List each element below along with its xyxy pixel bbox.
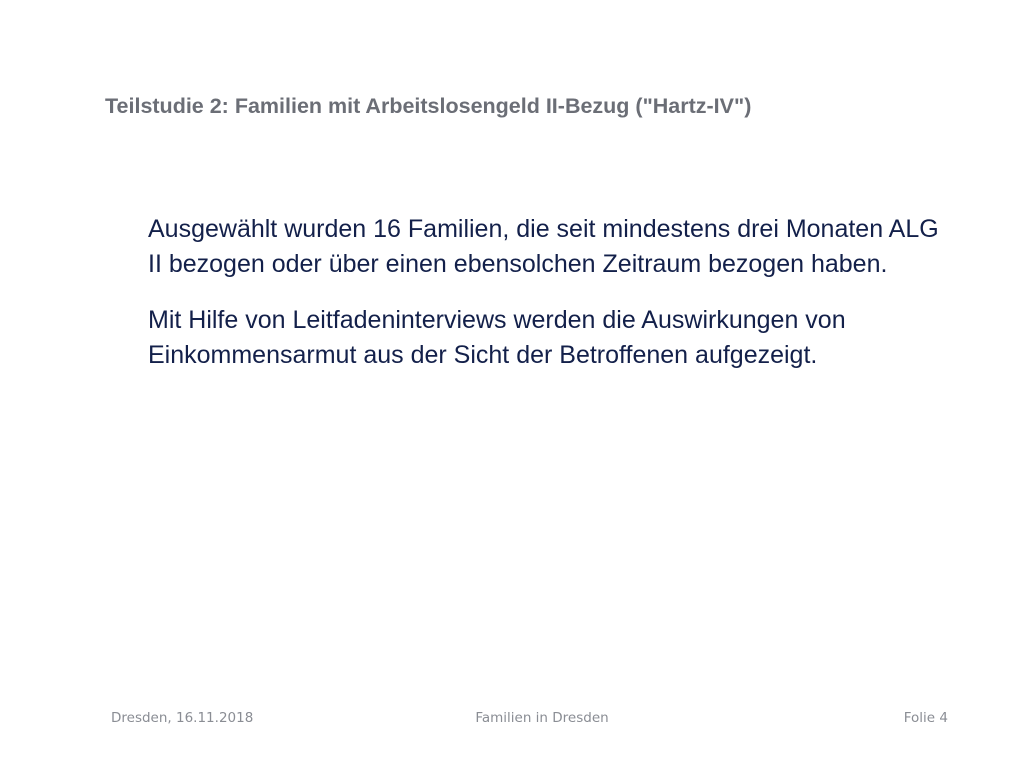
body-paragraph-selection: Ausgewählt wurden 16 Familien, die seit mindestens drei Monaten ALG II bezogen oder über einen ebensolchen Zeitraum bezogen haben. [148,215,939,278]
footer-location-date: Dresden, 16.11.2018 [111,710,254,726]
footer-slide-number: Folie 4 [903,710,948,726]
slide-title: Teilstudie 2: Familien mit Arbeitslosengeld II-Bezug ("Hartz-IV") [105,94,752,118]
slide-footer [0,708,1024,728]
body-paragraph-method: Mit Hilfe von Leitfadeninterviews werden die Auswirkungen von Einkommensarmut aus der Sicht der Betroffenen aufgezeigt. [148,306,846,369]
slide-body [148,212,948,373]
footer-presentation-title: Familien in Dresden [475,710,609,726]
